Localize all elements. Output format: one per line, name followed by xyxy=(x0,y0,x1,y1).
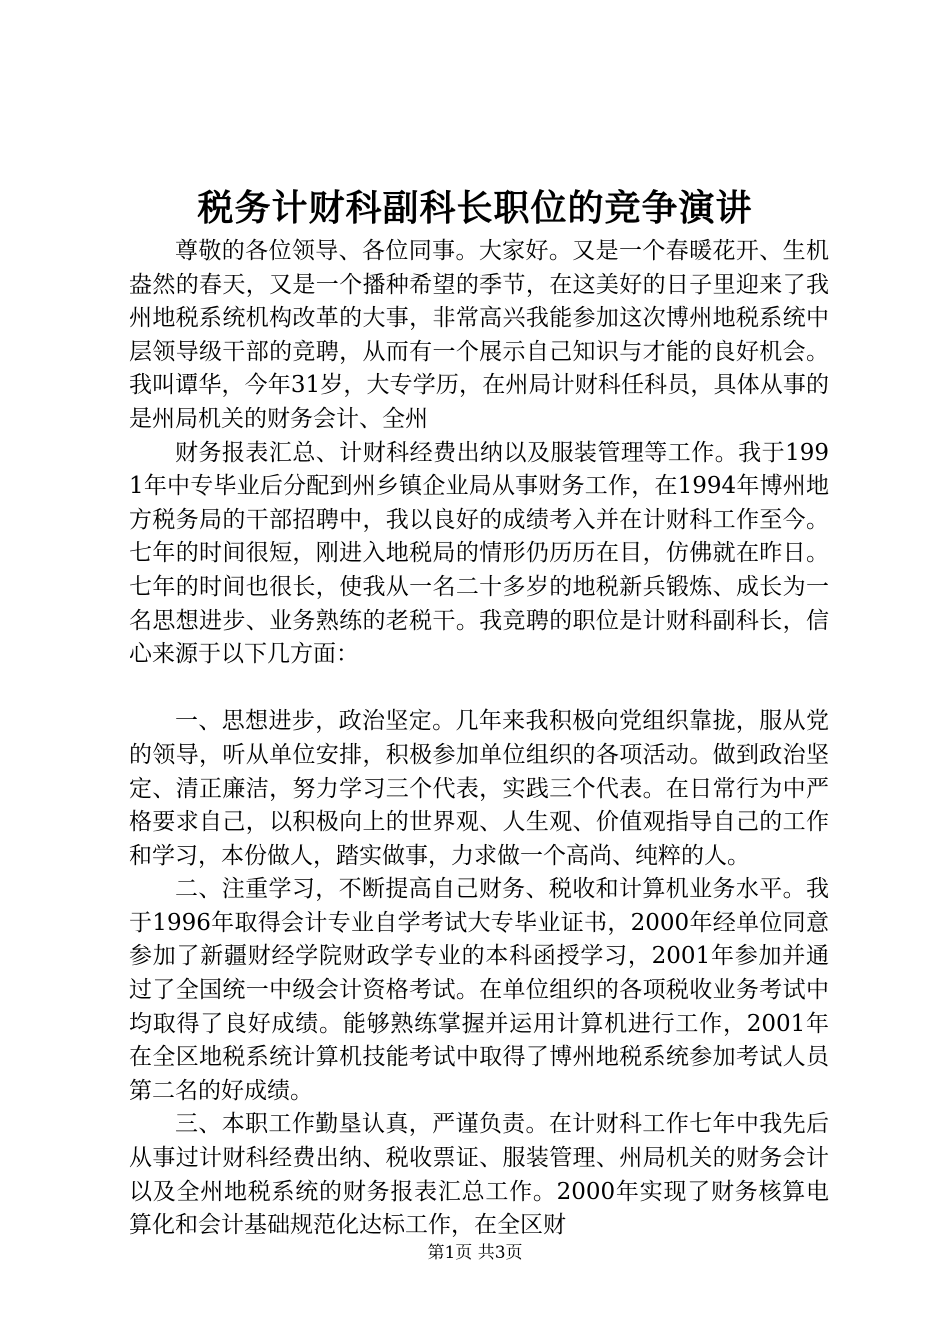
document-title: 税务计财科副科长职位的竞争演讲 xyxy=(197,187,753,229)
page-number-footer: 第1页 共3页 xyxy=(427,1243,523,1263)
paragraph-point-3: 三、本职工作勤垦认真，严谨负责。在计财科工作七年中我先后从事过计财科经费出纳、税收票证、服装管理、州局机关的财务会计以及全州地税系统的财务报表汇总工作。2000年实现了财务核算电算化和会计基础规范化达标工作，在全区财 xyxy=(129,1111,829,1239)
document-body xyxy=(129,235,829,1243)
paragraph-point-2: 二、注重学习，不断提高自己财务、税收和计算机业务水平。我于1996年取得会计专业自学考试大专毕业证书，2000年经单位同意参加了新疆财经学院财政学专业的本科函授学习，2001年参加并通过了全国统一中级会计资格考试。在单位组织的各项税收业务考试中均取得了良好成绩。能够熟练掌握并运用计算机进行工作，2001年在全区地税系统计算机技能考试中取得了博州地税系统参加考试人员第二名的好成绩。 xyxy=(129,876,829,1104)
paragraph-intro: 尊敬的各位领导、各位同事。大家好。又是一个春暖花开、生机盎然的春天，又是一个播种希望的季节，在这美好的日子里迎来了我州地税系统机构改革的大事，非常高兴我能参加这次博州地税系统中层领导级干部的竞聘，从而有一个展示自己知识与才能的良好机会。我叫谭华，今年31岁，大专学历，在州局计财科任科员，具体从事的是州局机关的财务会计、全州 xyxy=(129,238,829,432)
paragraph-point-1: 一、思想进步，政治坚定。几年来我积极向党组织靠拢，服从党的领导，听从单位安排，积极参加单位组织的各项活动。做到政治坚定、清正廉洁，努力学习三个代表，实践三个代表。在日常行为中严格要求自己，以积极向上的世界观、人生观、价值观指导自己的工作和学习，本份做人，踏实做事，力求做一个高尚、纯粹的人。 xyxy=(129,708,829,869)
paragraph-gap xyxy=(129,672,829,706)
paragraph-background: 财务报表汇总、计财科经费出纳以及服装管理等工作。我于1991年中专毕业后分配到州乡镇企业局从事财务工作，在1994年博州地方税务局的干部招聘中，我以良好的成绩考入并在计财科工作至今。七年的时间很短，刚进入地税局的情形仍历历在目，仿佛就在昨日。七年的时间也很长，使我从一名二十多岁的地税新兵锻炼、成长为一名思想进步、业务熟练的老税干。我竞聘的职位是计财科副科长，信心来源于以下几方面： xyxy=(129,439,829,668)
